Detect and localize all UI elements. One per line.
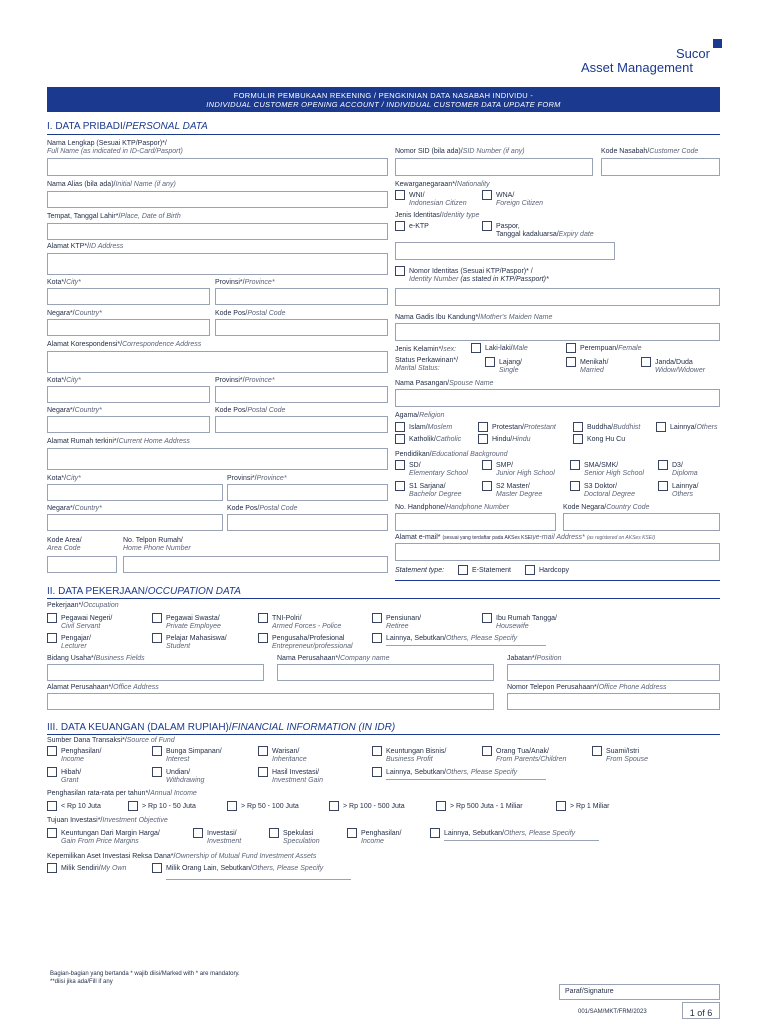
religion-other-option: Lainnya/Others [670,424,718,431]
d3-checkbox[interactable] [658,460,668,470]
country-code-label: Kode Negara/Country Code [563,504,650,511]
section-2-top-rule [395,580,720,581]
form-title: FORMULIR PEMBUKAAN REKENING / PENGKINIAN DATA NASABAH INDIVIDU - [233,91,534,100]
customer-code-field[interactable] [601,158,720,176]
obj-spec-checkbox[interactable] [269,828,279,838]
hindu-checkbox[interactable] [478,434,488,444]
pns-checkbox[interactable] [47,613,57,623]
id-city-label: Kota*/City* [47,279,81,286]
sd-checkbox[interactable] [395,460,405,470]
buddha-option: Buddha/Buddhist [587,424,641,431]
konghucu-option: Kong Hu Cu [587,436,626,443]
section-3-rule [47,734,720,735]
birth-field[interactable] [47,223,388,240]
male-checkbox[interactable] [471,343,481,353]
obj-spec-option: Spekulasi Speculation [283,830,320,845]
wni-option: WNI/ Indonesian Citizen [409,192,467,207]
inc6-checkbox[interactable] [556,801,566,811]
corr-postal-label: Kode Pos/Postal Code [215,407,286,414]
gender-label: Jenis Kelamin*/sex: [395,346,457,353]
corr-province-label: Provinsi*/Province* [215,377,275,384]
alias-label: Nama Alias (bila ada)/Initial Name (if any) [47,181,176,188]
area-code-label: Kode Area/ Area Code [47,537,82,552]
pensiun-checkbox[interactable] [372,613,382,623]
id-number-checkbox[interactable] [395,266,405,276]
spouse-name-label: Nama Pasangan/Spouse Name [395,380,494,387]
own-other-checkbox[interactable] [152,863,162,873]
src-lottery-option: Undian/ Withdrawing [166,769,205,784]
inc1-option: < Rp 10 Juta [61,803,101,810]
footer-note-mandatory: Bagian-bagian yang bertanda * wajib diisi/Marked with * are mandatory. [50,971,240,977]
area-code-field[interactable] [47,556,117,573]
hardcopy-checkbox[interactable] [525,565,535,575]
form-header [47,87,720,112]
home-city-label: Kota*/City* [47,475,81,482]
sma-checkbox[interactable] [570,460,580,470]
wna-option: WNA/ Foreign Citizen [496,192,544,207]
marital-label: Status Perkawinan*/ Marital Status: [395,357,459,372]
widow-checkbox[interactable] [641,357,651,367]
married-checkbox[interactable] [566,357,576,367]
inc5-checkbox[interactable] [436,801,446,811]
buddha-checkbox[interactable] [573,422,583,432]
protestan-option: Protestan/Protestant [492,424,556,431]
src-profit-option: Keuntungan Bisnis/ Business Profit [386,748,447,763]
id-country-field[interactable] [47,319,210,336]
office-phone-label: Nomor Telepon Perusahaan*/Office Phone Address [507,684,667,691]
src-lottery-checkbox[interactable] [152,767,162,777]
corr-country-field[interactable] [47,416,210,433]
id-postal-label: Kode Pos/Postal Code [215,310,286,317]
src-parents-checkbox[interactable] [482,746,492,756]
edu-other-checkbox[interactable] [658,481,668,491]
src-spouse-option: Suami/Istri From Spouse [606,748,649,763]
full-name-label: Nama Lengkap (Sesuai KTP/Paspor)*/ Full Name (as indicated in ID-Card/Pasport) [47,140,183,155]
src-other-option: Lainnya, Sebutkan/Others, Please Specify [386,769,518,776]
home-phone-label: No. Telpon Rumah/ Home Phone Number [123,537,191,552]
own-self-option: Milik Sendiri/My Own [61,865,127,872]
single-option: Lajang/ Single [499,359,522,374]
company-name-label: Nama Perusahaan*/Company name [277,655,390,662]
footer-note-optional: **diisi jika ada/Fill if any [50,979,113,985]
swasta-option: Pegawai Swasta/ Private Employee [166,615,221,630]
smp-checkbox[interactable] [482,460,492,470]
lecturer-checkbox[interactable] [47,633,57,643]
id-address-label: Alamat KTP*/ID Address [47,243,124,250]
sd-option: SD/ Elementary School [409,462,468,477]
obj-invest-option: Investasi/ Investment [207,830,242,845]
section-3-title: III. DATA KEUANGAN (DALAM RUPIAH)/FINANCIAL INFORMATION (IN IDR) [47,722,396,733]
home-address-field[interactable] [47,448,388,470]
corr-country-label: Negara*/Country* [47,407,102,414]
passport-expiry-field[interactable] [395,242,615,260]
entrepreneur-checkbox[interactable] [258,633,268,643]
ownership-label: Kepemilikan Aset Investasi Reksa Dana*/Ownership of Mutual Fund Investment Assets [47,853,317,860]
islam-checkbox[interactable] [395,422,405,432]
id-number-label: Nomor Identitas (Sesuai KTP/Paspor)* / Identity Number (as stated in KTP/Passport)* [409,268,549,283]
occupation-other-checkbox[interactable] [372,633,382,643]
home-city-field[interactable] [47,484,223,501]
s1-checkbox[interactable] [395,481,405,491]
email-field[interactable] [395,543,720,561]
src-interest-option: Bunga Simpanan/ Interest [166,748,222,763]
konghucu-checkbox[interactable] [573,434,583,444]
src-interest-checkbox[interactable] [152,746,162,756]
corr-address-label: Alamat Korespondensi*/Correspondence Address [47,341,202,348]
home-postal-field[interactable] [227,514,388,531]
id-postal-field[interactable] [215,319,388,336]
office-address-input[interactable] [47,693,494,710]
home-province-label: Provinsi*/Province* [227,475,287,482]
annual-income-label: Penghasilan rata-rata per tahun*/Annual Income [47,790,197,797]
obj-income-option: Penghasilan/ Income [361,830,402,845]
home-address-label: Alamat Rumah terkini*/Current Home Address [47,438,190,445]
hindu-option: Hindu/Hindu [492,436,531,443]
katholik-checkbox[interactable] [395,434,405,444]
src-income-checkbox[interactable] [47,746,57,756]
sid-field[interactable] [395,158,593,176]
id-country-label: Negara*/Country* [47,310,102,317]
obj-other-checkbox[interactable] [430,828,440,838]
spouse-name-field[interactable] [395,389,720,407]
edu-other-option: Lainnya/ Others [672,483,699,498]
obj-other-line[interactable] [444,840,599,841]
home-postal-label: Kode Pos/Postal Code [227,505,298,512]
inc4-checkbox[interactable] [329,801,339,811]
home-country-label: Negara*/Country* [47,505,102,512]
pns-option: Pegawai Negeri/ Civil Servant [61,615,113,630]
entrepreneur-option: Pengusaha/Profesional Entrepreneur/professional [272,635,353,650]
src-spouse-checkbox[interactable] [592,746,602,756]
inc3-option: > Rp 50 - 100 Juta [241,803,299,810]
inc3-checkbox[interactable] [227,801,237,811]
islam-option: Islam/Moslem [409,424,453,431]
page-number-box [682,1002,720,1019]
customer-code-label: Kode Nasabah/Customer Code [601,148,699,155]
irt-option: Ibu Rumah Tangga/ Housewife [496,615,557,630]
src-other-line[interactable] [386,779,546,780]
source-of-fund-label: Sumber Dana Transaksi*/Source of Fund [47,737,175,744]
obj-gain-option: Keuntungan Dari Margin Harga/ Gain From Price Margins [61,830,160,845]
handphone-field[interactable] [395,513,556,531]
occupation-other-line[interactable] [386,645,546,646]
inc1-checkbox[interactable] [47,801,57,811]
s2-option: S2 Master/ Master Degree [496,483,543,498]
form-code: 001/SAM/MKT/FRM/2023 [578,1009,647,1015]
obj-gain-checkbox[interactable] [47,828,57,838]
own-self-checkbox[interactable] [47,863,57,873]
statement-type-label: Statement type: [395,567,445,574]
page-number: 1 of 6 [689,1008,713,1018]
handphone-label: No. Handphone/Handphone Number [395,504,510,511]
sid-label: Nomor SID (bila ada)/SID Number (if any) [395,148,525,155]
alias-field[interactable] [47,191,388,208]
section-2-title: II. DATA PEKERJAAN/OCCUPATION DATA [47,586,241,597]
wna-checkbox[interactable] [482,190,492,200]
passport-option: Paspor, Tanggal kadaluarsa/Expiry date [496,223,594,238]
business-field-label: Bidang Usaha*/Business Fields [47,655,145,662]
objective-label: Tujuan Investasi*/Investment Objective [47,817,168,824]
tni-option: TNI-Polri/ Armed Forces - Police [272,615,342,630]
section-2-rule [47,598,720,599]
s1-option: S1 Sarjana/ Bachelor Degree [409,483,462,498]
estatement-checkbox[interactable] [458,565,468,575]
religion-other-checkbox[interactable] [656,422,666,432]
married-option: Menikah/ Married [580,359,609,374]
id-address-field[interactable] [47,253,388,275]
mother-name-label: Nama Gadis Ibu Kandung*/Mother's Maiden Name [395,314,553,321]
src-invgain-option: Hasil Investasi/ Investment Gain [272,769,323,784]
full-name-field[interactable] [47,158,388,176]
irt-checkbox[interactable] [482,613,492,623]
company-name-input[interactable] [277,664,494,681]
business-field-input[interactable] [47,664,264,681]
position-input[interactable] [507,664,720,681]
src-profit-checkbox[interactable] [372,746,382,756]
s2-checkbox[interactable] [482,481,492,491]
home-province-field[interactable] [227,484,388,501]
wni-checkbox[interactable] [395,190,405,200]
office-address-label: Alamat Perusahaan*/Office Address [47,684,159,691]
position-label: Jabatan*/Position [507,655,562,662]
passport-checkbox[interactable] [482,221,492,231]
id-province-field[interactable] [215,288,388,305]
ektp-checkbox[interactable] [395,221,405,231]
s3-option: S3 Doktor/ Doctoral Degree [584,483,635,498]
src-income-option: Penghasilan/ Income [61,748,102,763]
student-option: Pelajar Mahasiswa/ Student [166,635,227,650]
office-phone-input[interactable] [507,693,720,710]
single-checkbox[interactable] [485,357,495,367]
pensiun-option: Pensiunan/ Retiree [386,615,422,630]
smp-option: SMP/ Junior High School [496,462,555,477]
swasta-checkbox[interactable] [152,613,162,623]
country-code-field[interactable] [563,513,720,531]
sma-option: SMA/SMK/ Senior High School [584,462,644,477]
signature-label: Paraf/Signature [565,988,614,995]
mother-name-field[interactable] [395,323,720,341]
src-inherit-option: Warisan/ Inheritance [272,748,307,763]
form-subtitle: INDIVIDUAL CUSTOMER OPENING ACCOUNT / INDIVIDUAL CUSTOMER DATA UPDATE FORM [206,100,561,109]
own-other-option: Milik Orang Lain, Sebutkan/Others, Please Specify [166,865,324,872]
s3-checkbox[interactable] [570,481,580,491]
tni-checkbox[interactable] [258,613,268,623]
nationality-label: Kewarganegaraan*/Nationality [395,181,490,188]
corr-city-field[interactable] [47,386,210,403]
id-province-label: Provinsi*/Province* [215,279,275,286]
katholik-option: Katholik/Catholic [409,436,462,443]
female-option: Perempuan/Female [580,345,642,352]
occupation-label: Pekerjaan*/Occupation [47,602,119,609]
corr-postal-field[interactable] [215,416,388,433]
male-option: Laki-laki/Male [485,345,528,352]
inc5-option: > Rp 500 Juta - 1 Miliar [450,803,523,810]
logo-square-icon [713,39,722,48]
d3-option: D3/ Diploma [672,462,698,477]
inc6-option: > Rp 1 Miliar [570,803,610,810]
src-inherit-checkbox[interactable] [258,746,268,756]
id-type-label: Jenis Identitas/Identity type [395,212,480,219]
id-city-field[interactable] [47,288,210,305]
obj-invest-checkbox[interactable] [193,828,203,838]
section-1-title: I. DATA PRIBADI/PERSONAL DATA [47,121,208,132]
lecturer-option: Pengajar/ Lecturer [61,635,91,650]
inc2-option: > Rp 10 - 50 Juta [142,803,196,810]
inc4-option: > Rp 100 - 500 Juta [343,803,405,810]
brand-tagline: Asset Management [581,60,694,75]
home-country-field[interactable] [47,514,223,531]
brand-name: Sucor [676,46,710,61]
corr-city-label: Kota*/City* [47,377,81,384]
student-checkbox[interactable] [152,633,162,643]
inc2-checkbox[interactable] [128,801,138,811]
obj-income-checkbox[interactable] [347,828,357,838]
female-checkbox[interactable] [566,343,576,353]
ektp-option: e-KTP [409,223,429,230]
src-grant-checkbox[interactable] [47,767,57,777]
signature-box[interactable] [559,984,720,1000]
home-phone-field[interactable] [123,556,388,573]
own-other-line[interactable] [166,879,351,880]
id-number-field[interactable] [395,288,720,306]
widow-option: Janda/Duda Widow/Widower [655,359,706,374]
protestan-checkbox[interactable] [478,422,488,432]
hardcopy-option: Hardcopy [539,567,569,574]
section-1-rule [47,134,720,135]
src-invgain-checkbox[interactable] [258,767,268,777]
education-label: Pendidikan/Educational Background [395,451,508,458]
corr-province-field[interactable] [215,386,388,403]
religion-label: Agama/Religion [395,412,445,419]
src-parents-option: Orang Tua/Anak/ From Parents/Children [496,748,567,763]
birth-label: Tempat, Tanggal Lahir*/Place, Date of Birth [47,213,181,220]
estatement-option: E-Statement [472,567,511,574]
src-grant-option: Hibah/ Grant [61,769,82,784]
occupation-other-option: Lainnya, Sebutkan/Others, Please Specify [386,635,518,642]
corr-address-field[interactable] [47,351,388,373]
email-label: Alamat e-mail* (sesuai yang terdaftar pada AKSes KSEI)/e-mail Address* (as registered on AKSes KSEI) [395,534,656,541]
obj-other-option: Lainnya, Sebutkan/Others, Please Specify [444,830,576,837]
src-other-checkbox[interactable] [372,767,382,777]
